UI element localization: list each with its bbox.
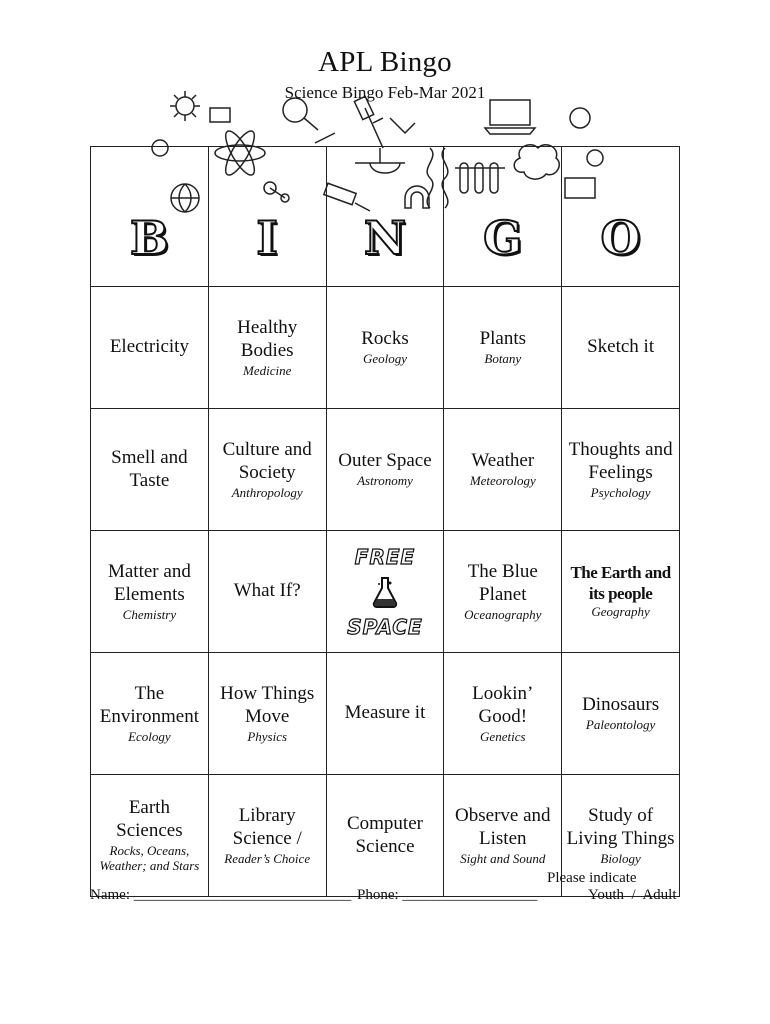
bingo-cell[interactable] <box>326 531 444 653</box>
phone-field[interactable]: Phone: __________________ <box>357 887 538 903</box>
bingo-cell[interactable] <box>326 287 444 409</box>
cell-title: Earth Sciences <box>116 797 183 841</box>
cell-subtitle: Astronomy <box>357 473 413 489</box>
cell-subtitle: Geography <box>591 604 650 620</box>
cell-title: Healthy Bodies <box>237 316 298 361</box>
bingo-letter-i: I <box>256 210 278 265</box>
cell-subtitle: Oceanography <box>464 606 542 622</box>
cell-title: Observe and Listen <box>455 804 551 849</box>
cell-subtitle: Ecology <box>128 728 171 744</box>
bingo-cell[interactable] <box>91 653 209 775</box>
page-subtitle: Science Bingo Feb-Mar 2021 <box>284 83 486 102</box>
cell-title: Plants <box>479 328 527 350</box>
cell-title: The Earth and its people <box>570 563 671 603</box>
cell-title: Thoughts and Feelings <box>568 438 673 483</box>
youth-adult-choice[interactable]: Youth / Adult <box>588 887 677 903</box>
bingo-letter-cell <box>91 147 209 287</box>
bingo-cell[interactable] <box>444 775 562 897</box>
cell-title: Matter and Elements <box>107 560 191 605</box>
bingo-cell[interactable] <box>562 287 680 409</box>
cell-title: How Things Move <box>220 682 315 727</box>
bingo-cell[interactable] <box>91 287 209 409</box>
bingo-cell[interactable] <box>326 409 444 531</box>
cell-subtitle: Geology <box>362 351 408 367</box>
cell-title: What If? <box>233 580 301 602</box>
cell-subtitle: Genetics <box>480 728 526 744</box>
cell-title: Outer Space <box>338 450 432 472</box>
cell-title: Study of Living Things <box>566 804 675 849</box>
bingo-cell[interactable] <box>91 409 209 531</box>
cell-title: Measure it <box>344 702 426 724</box>
bingo-cell[interactable] <box>444 409 562 531</box>
bingo-cell[interactable] <box>562 531 680 653</box>
bingo-row <box>91 653 680 775</box>
cell-subtitle: Physics <box>247 728 288 744</box>
cell-subtitle: Anthropology <box>231 484 303 500</box>
bingo-cell[interactable] <box>444 287 562 409</box>
bingo-letter-cell <box>444 147 562 287</box>
cell-title: Electricity <box>109 336 189 358</box>
free-space-bottom-label: SPACE <box>347 614 423 639</box>
cell-title: The Blue Planet <box>467 560 538 605</box>
bingo-cell[interactable] <box>208 287 326 409</box>
cell-title: Dinosaurs <box>582 694 660 716</box>
cell-subtitle: Botany <box>484 351 522 367</box>
cell-title: Culture and Society <box>222 438 312 483</box>
bingo-letter-b: B <box>129 210 169 265</box>
bingo-board <box>90 146 680 897</box>
cell-title: Rocks <box>361 328 409 350</box>
bingo-cell[interactable] <box>562 653 680 775</box>
cell-title: Computer Science <box>346 812 423 857</box>
cell-subtitle: Paleontology <box>585 717 656 733</box>
bingo-cell[interactable] <box>326 775 444 897</box>
cell-title: Lookin’ Good! <box>472 682 534 727</box>
cell-subtitle: Chemistry <box>122 606 177 622</box>
please-indicate-label: Please indicate <box>547 870 637 886</box>
cell-subtitle: Biology <box>600 850 641 866</box>
cell-subtitle: Sight and Sound <box>460 850 546 866</box>
bingo-letter-cell <box>562 147 680 287</box>
bingo-cell[interactable] <box>208 531 326 653</box>
bingo-cell[interactable] <box>208 409 326 531</box>
cell-subtitle: Meteorology <box>469 473 536 489</box>
cell-subtitle: Reader’s Choice <box>224 850 311 866</box>
bingo-cell[interactable] <box>91 531 209 653</box>
bingo-row <box>91 531 680 653</box>
flask-icon <box>370 575 400 609</box>
bingo-cell[interactable] <box>444 531 562 653</box>
cell-title: Weather <box>471 450 535 472</box>
cell-title: Sketch it <box>587 336 655 358</box>
cell-title: The Environment <box>99 682 199 727</box>
bingo-header-row <box>91 147 680 287</box>
cell-subtitle: Medicine <box>243 362 292 378</box>
cell-subtitle: Rocks, Oceans, Weather; and Stars <box>99 842 200 874</box>
bingo-cell[interactable] <box>208 775 326 897</box>
name-field[interactable]: Name: _____________________________ <box>90 887 352 903</box>
cell-title: Library Science / <box>232 804 302 849</box>
bingo-cell[interactable] <box>91 775 209 897</box>
bingo-letter-n: N <box>363 210 407 265</box>
cell-subtitle: Psychology <box>590 484 651 500</box>
bingo-letter-o: O <box>600 210 641 265</box>
cell-title: Smell and Taste <box>111 446 188 491</box>
bingo-letter-cell <box>208 147 326 287</box>
bingo-row <box>91 287 680 409</box>
bingo-cell[interactable] <box>444 653 562 775</box>
bingo-cell[interactable] <box>208 653 326 775</box>
free-space-top-label: FREE <box>354 544 416 569</box>
bingo-cell[interactable] <box>562 409 680 531</box>
bingo-letter-g: G <box>483 210 523 265</box>
page-title: APL Bingo <box>318 46 452 78</box>
bingo-cell[interactable] <box>326 653 444 775</box>
bingo-row <box>91 409 680 531</box>
bingo-letter-cell <box>326 147 444 287</box>
